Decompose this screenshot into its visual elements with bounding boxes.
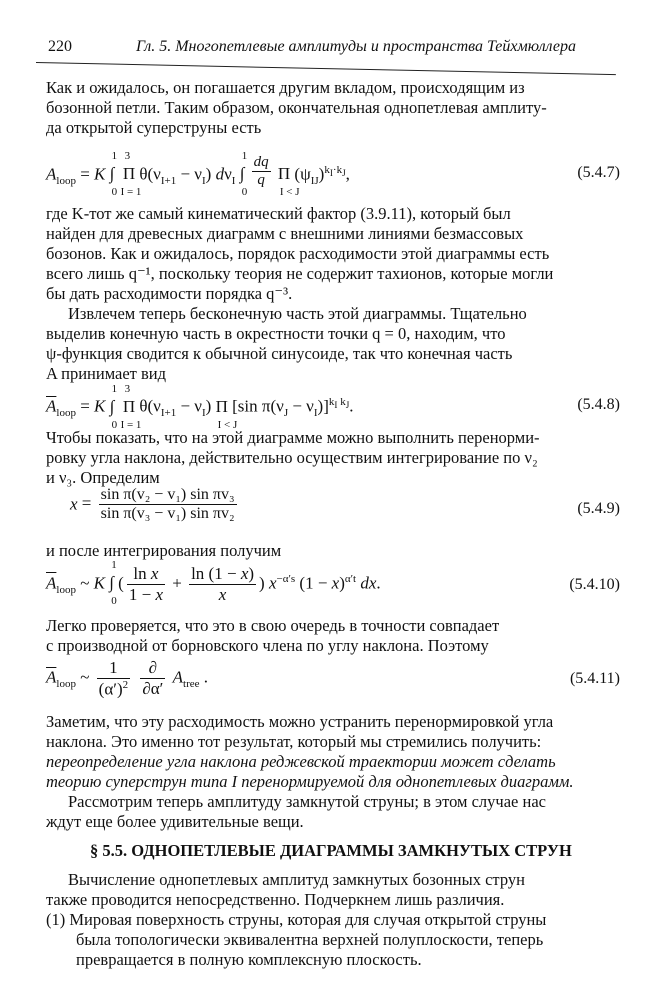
equation-number: (5.4.11) (569, 670, 620, 687)
text-line: Легко проверяется, что это в свою очередь в точности совпадает (46, 616, 500, 635)
text-line: где K-тот же самый кинематический фактор (3.9.11), который был (46, 204, 511, 223)
equation-5-4-8: $\overline{A}_{loop} = K$ ∫ 1 0 Π 3 I = 1 $\theta(\nu_{I+1} - \nu_I)$ Π I < J [sin $\pi(\nu_J - \nu_I)]^{k_I k_J}$. (5.4.8) (46, 382, 620, 431)
equation-number: (5.4.10) (569, 576, 620, 593)
text-line: наклона. Это именно тот результат, который мы стремились получить: (46, 732, 542, 751)
text-line: Чтобы показать, что на этой диаграмме можно выполнить перенорми- (46, 428, 540, 447)
text-line: Заметим, что эту расходимость можно устранить перенормировкой угла (46, 712, 554, 731)
text-line: и после интегрирования получим (46, 541, 282, 560)
text-line: переопределение угла наклона реджевской траектории может сделать (46, 752, 556, 771)
text-line: с производной от борновского члена по углу наклона. Поэтому (46, 636, 489, 655)
list-item: превращается в полную комплексную плоскость. (76, 950, 422, 969)
text-line: также проводится непосредственно. Подчеркнем лишь различия. (46, 890, 505, 909)
text-line: всего лишь q⁻¹, поскольку теория не содержит тахионов, которые могли (46, 264, 554, 283)
equation-5-4-7: $A_{loop} = K$ ∫ 1 0 Π 3 I = 1 $\theta(\nu_{I+1} - \nu_I)$ $d\nu_I$ ∫ 1 0 $\frac{dq}{q}$ Π I < J $(\psi_{IJ})^{k_I\cdot k_J}$, (5.4.7) (46, 150, 620, 199)
list-item: (1) Мировая поверхность струны, которая для случая открытой струны (46, 910, 547, 929)
text-line: бы дать расходимости порядка q⁻³. (46, 284, 293, 303)
text-line: теорию суперструн типа I перенормируемой для однопетлевых диаграмм. (46, 772, 574, 791)
header-rule (36, 62, 616, 75)
list-item: была топологически эквивалентна верхней полуплоскости, теперь (76, 930, 544, 949)
equation-number: (5.4.7) (577, 164, 620, 181)
page-header (36, 38, 621, 60)
text-line: и ν₃. Определим (46, 468, 160, 487)
equation-number: (5.4.8) (577, 396, 620, 413)
text-line: да открытой суперструны есть (46, 118, 262, 137)
text-line: Рассмотрим теперь амплитуду замкнутой струны; в этом случае нас (68, 792, 546, 811)
equation-5-4-9: x = $\frac{\text{sin π(v₂ − v₁) sin πv₃}}{\text{sin π(v₃ − v₁) sin πv₂}}$ (5.4.9) (70, 486, 620, 522)
text-line: A принимает вид (46, 364, 167, 383)
equation-number: (5.4.9) (577, 500, 620, 517)
section-heading: § 5.5. ОДНОПЕТЛЕВЫЕ ДИАГРАММЫ ЗАМКНУТЫХ СТРУН (90, 841, 572, 860)
text-line: Извлечем теперь бесконечную часть этой диаграммы. Тщательно (68, 304, 527, 323)
page-number: 220 (48, 38, 72, 55)
text-line: Вычисление однопетлевых амплитуд замкнутых бозонных струн (68, 870, 525, 889)
text-line: бозонной петли. Таким образом, окончательная однопетлевая амплиту- (46, 98, 547, 117)
text-line: бозонов. Как и ожидалось, порядок расходимости этой диаграммы есть (46, 244, 550, 263)
text-line: выделив конечную часть в окрестности точки q = 0, находим, что (46, 324, 506, 343)
running-title: Гл. 5. Многопетлевые амплитуды и пространства Тейхмюллера (136, 38, 577, 55)
equation-5-4-11: $\overline{A}_{loop}$ ~ $\frac{1}{(\alpha')^2}$ $\frac{\partial}{\partial\alpha'}$ $A_{tree}$ . (5.4.11) (46, 658, 620, 699)
text-line: Как и ожидалось, он погашается другим вкладом, происходящим из (46, 78, 525, 97)
text-line: найден для древесных диаграмм с внешними линиями безмассовых (46, 224, 524, 243)
text-line: ровку угла наклона, действительно осуществим интегрирование по ν₂ (46, 448, 538, 467)
text-line: ждут еще более удивительные вещи. (46, 812, 304, 831)
text-line: ψ-функция сводится к обычной синусоиде, так что конечная часть (46, 344, 513, 363)
equation-5-4-10: $\overline{A}_{loop}$ ~ K ∫ 1 0 ( $\frac{\text{ln x}}{1 - x}$ + $\frac{\ln (1 - x)}{x}$ ) $x^{-\alpha's}$ $(1 - x)^{\alpha't}$ dx. (5.4.10) (46, 559, 620, 608)
